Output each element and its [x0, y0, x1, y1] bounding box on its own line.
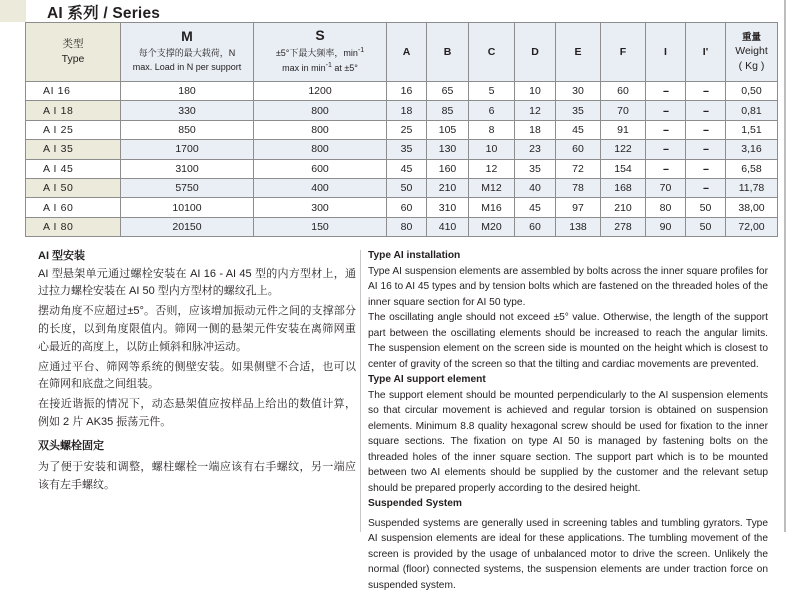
spec-table-wrapper [25, 22, 777, 237]
col-header-a: A [387, 23, 427, 82]
cell-c: M20 [469, 217, 515, 236]
specification-table [25, 22, 778, 237]
cell-f: 60 [601, 82, 646, 101]
cell-b: 210 [427, 178, 469, 197]
cell-e: 72 [556, 159, 601, 178]
cell-m: 180 [121, 82, 254, 101]
table-header-row [26, 23, 778, 82]
table-header [26, 23, 778, 82]
cell-f: 122 [601, 140, 646, 159]
cell-b: 160 [427, 159, 469, 178]
cell-d: 60 [515, 217, 556, 236]
en-heading-installation: Type AI installation [368, 248, 768, 264]
table-row [26, 101, 778, 120]
en-paragraph-3: The support element should be mounted perpendicularly to the AI suspension elements so that circular movement is achieved and regular torsion is obtained on suspension elements. Minimum 8.8 quality hexagonal screw should be used for fixation to the inner square sections. The fixation on type AI 50 is managed by fastening bolts on the threaded holes of the inner square section. The support part which is to be mounted between two AI elements should be supplied by the customer and the relevant setup should be prepared properly according to the desired height. [368, 388, 768, 497]
cell-weight: 3,16 [726, 140, 778, 159]
english-text-column [368, 248, 768, 593]
col-header-m-letter: M [121, 29, 253, 44]
cell-e: 138 [556, 217, 601, 236]
cell-i: 90 [646, 217, 686, 236]
cell-a: 35 [387, 140, 427, 159]
cell-weight: 6,58 [726, 159, 778, 178]
cell-c: 10 [469, 140, 515, 159]
cell-c: M16 [469, 198, 515, 217]
cell-type: A I 45 [26, 159, 121, 178]
cell-weight: 1,51 [726, 120, 778, 139]
cn-heading-installation: AI 型安装 [38, 248, 356, 265]
cn-paragraph-3: 应通过平台、筛网等系统的侧壁安装。如果侧壁不合适，也可以在筛网和底盘之间组装。 [38, 359, 356, 395]
col-header-s-letter: S [254, 28, 386, 43]
cell-i: -- [646, 82, 686, 101]
cell-i-prime: 50 [686, 198, 726, 217]
cell-e: 97 [556, 198, 601, 217]
cell-d: 23 [515, 140, 556, 159]
en-paragraph-1: Type AI suspension elements are assembled by bolts across the inner square profiles for AI 16 to AI 45 types and by tension bolts which are fastened on the threaded holes of the inner square section for AI 50 type. [368, 264, 768, 311]
cell-d: 18 [515, 120, 556, 139]
cell-weight: 11,78 [726, 178, 778, 197]
cell-a: 50 [387, 178, 427, 197]
col-header-i-prime: I' [686, 23, 726, 82]
cell-c: 8 [469, 120, 515, 139]
col-header-m [121, 23, 254, 82]
cell-weight: 38,00 [726, 198, 778, 217]
col-header-s-cn: ±5°下最大频率，$\min^{-1}$ [254, 46, 386, 61]
cell-type: A I 50 [26, 178, 121, 197]
cn-paragraph-5: 为了便于安装和调整，螺柱螺栓一端应该有右手螺纹，另一端应该有左手螺纹。 [38, 459, 356, 495]
cn-heading-stud-bolt: 双头螺栓固定 [38, 438, 356, 455]
page-title-en: Series [112, 5, 160, 22]
col-header-type [26, 23, 121, 82]
cn-paragraph-1: AI 型悬架单元通过螺栓安装在 AI 16 - AI 45 型的内方型材上，通过拉力螺栓安装在 AI 50 型内方型材的螺纹孔上。 [38, 266, 356, 302]
table-body [26, 82, 778, 237]
cell-m: 1700 [121, 140, 254, 159]
cell-i-prime: -- [686, 178, 726, 197]
cell-i-prime: 50 [686, 217, 726, 236]
col-header-type-cn: 类型 [63, 38, 84, 50]
cell-s: 800 [254, 120, 387, 139]
col-header-type-en: Type [62, 53, 85, 65]
en-paragraph-2: The oscillating angle should not exceed ±5° value. Otherwise, the length of the support part between the oscillating elements should be increased to reach the angular limits. The suspension element on the screen side is mounted on the height which is closest to center of gravity of the screen so that the tilting and cardiac movements are prevented. [368, 310, 768, 372]
cell-a: 45 [387, 159, 427, 178]
table-row [26, 120, 778, 139]
cell-s: 300 [254, 198, 387, 217]
cell-c: 12 [469, 159, 515, 178]
cell-m: 10100 [121, 198, 254, 217]
cell-i-prime: -- [686, 140, 726, 159]
cell-f: 278 [601, 217, 646, 236]
page-title-cn: AI 系列 [47, 5, 99, 22]
cell-f: 168 [601, 178, 646, 197]
cell-c: M12 [469, 178, 515, 197]
page-title-separator: / [99, 5, 113, 22]
cell-b: 130 [427, 140, 469, 159]
column-divider [360, 250, 361, 532]
cell-d: 12 [515, 101, 556, 120]
cell-d: 10 [515, 82, 556, 101]
table-row [26, 198, 778, 217]
cell-b: 310 [427, 198, 469, 217]
cell-m: 5750 [121, 178, 254, 197]
page-title [47, 1, 160, 23]
cn-paragraph-4: 在接近谐振的情况下，动态悬架值应按样品上给出的数值计算，例如 2 片 AK35 振荡元件。 [38, 396, 356, 432]
col-header-weight-cn: 重量 [726, 31, 777, 44]
cell-i: -- [646, 159, 686, 178]
cell-type: A I 18 [26, 101, 121, 120]
cell-e: 78 [556, 178, 601, 197]
cell-e: 35 [556, 101, 601, 120]
col-header-weight-en: Weight [735, 45, 768, 57]
cell-type: A I 25 [26, 120, 121, 139]
cell-a: 18 [387, 101, 427, 120]
cell-s: 600 [254, 159, 387, 178]
en-heading-support-element: Type AI support element [368, 372, 768, 388]
cell-b: 85 [427, 101, 469, 120]
cell-s: 800 [254, 101, 387, 120]
table-row [26, 217, 778, 236]
cell-type: AI 16 [26, 82, 121, 101]
cell-a: 60 [387, 198, 427, 217]
cell-f: 91 [601, 120, 646, 139]
cell-type: A I 80 [26, 217, 121, 236]
cell-m: 330 [121, 101, 254, 120]
cell-s: 800 [254, 140, 387, 159]
cell-b: 410 [427, 217, 469, 236]
cell-e: 30 [556, 82, 601, 101]
cell-weight: 0,81 [726, 101, 778, 120]
cell-i-prime: -- [686, 159, 726, 178]
cn-paragraph-2: 摆动角度不应超过±5°。否则，应该增加振动元件之间的支撑部分的长度，以到角度限值内。筛网一侧的悬架元件安装在离筛网重心最近的高度上，以防止倾斜和脉冲运动。 [38, 303, 356, 356]
cell-d: 35 [515, 159, 556, 178]
chinese-text-column [38, 248, 356, 497]
cell-i: -- [646, 140, 686, 159]
cell-type: A I 35 [26, 140, 121, 159]
left-edge-strip [0, 0, 26, 22]
cell-f: 154 [601, 159, 646, 178]
en-heading-suspended-system: Suspended System [368, 496, 768, 512]
en-paragraph-4: Suspended systems are generally used in screening tables and tumbling gyrators. Type AI suspension elements are ideal for these applications. The tumbling movement of the screen is provided by the usage of unbalanced motor to drive the screen. Unlikely the normal (floor) connected systems, the suspension elements are under traction force on suspended system. [368, 516, 768, 593]
cell-weight: 0,50 [726, 82, 778, 101]
cell-a: 16 [387, 82, 427, 101]
table-row [26, 140, 778, 159]
col-header-d: D [515, 23, 556, 82]
cell-d: 40 [515, 178, 556, 197]
cell-f: 70 [601, 101, 646, 120]
table-row [26, 178, 778, 197]
table-row [26, 159, 778, 178]
col-header-s [254, 23, 387, 82]
cell-e: 60 [556, 140, 601, 159]
cell-i: -- [646, 120, 686, 139]
cell-s: 150 [254, 217, 387, 236]
col-header-i: I [646, 23, 686, 82]
cell-i: -- [646, 101, 686, 120]
cell-i-prime: -- [686, 101, 726, 120]
cell-i: 80 [646, 198, 686, 217]
col-header-c: C [469, 23, 515, 82]
cell-m: 20150 [121, 217, 254, 236]
col-header-weight-unit: ( Kg ) [739, 60, 765, 72]
col-header-e: E [556, 23, 601, 82]
col-header-s-en: max in $\min^{-1}$ at ±5° [254, 61, 386, 76]
cell-e: 45 [556, 120, 601, 139]
cell-a: 25 [387, 120, 427, 139]
col-header-b: B [427, 23, 469, 82]
cell-f: 210 [601, 198, 646, 217]
cell-m: 850 [121, 120, 254, 139]
cell-i-prime: -- [686, 120, 726, 139]
cell-d: 45 [515, 198, 556, 217]
col-header-weight [726, 23, 778, 82]
cell-s: 400 [254, 178, 387, 197]
text-columns [0, 248, 799, 532]
cell-s: 1200 [254, 82, 387, 101]
table-row [26, 82, 778, 101]
cell-c: 6 [469, 101, 515, 120]
cell-i-prime: -- [686, 82, 726, 101]
cell-b: 105 [427, 120, 469, 139]
cell-b: 65 [427, 82, 469, 101]
cell-type: A I 60 [26, 198, 121, 217]
cell-c: 5 [469, 82, 515, 101]
cell-m: 3100 [121, 159, 254, 178]
cell-weight: 72,00 [726, 217, 778, 236]
col-header-m-en: max. Load in N per support [121, 61, 253, 75]
cell-a: 80 [387, 217, 427, 236]
col-header-m-cn: 每个支撑的最大载荷，N [121, 47, 253, 61]
cell-i: 70 [646, 178, 686, 197]
col-header-f: F [601, 23, 646, 82]
